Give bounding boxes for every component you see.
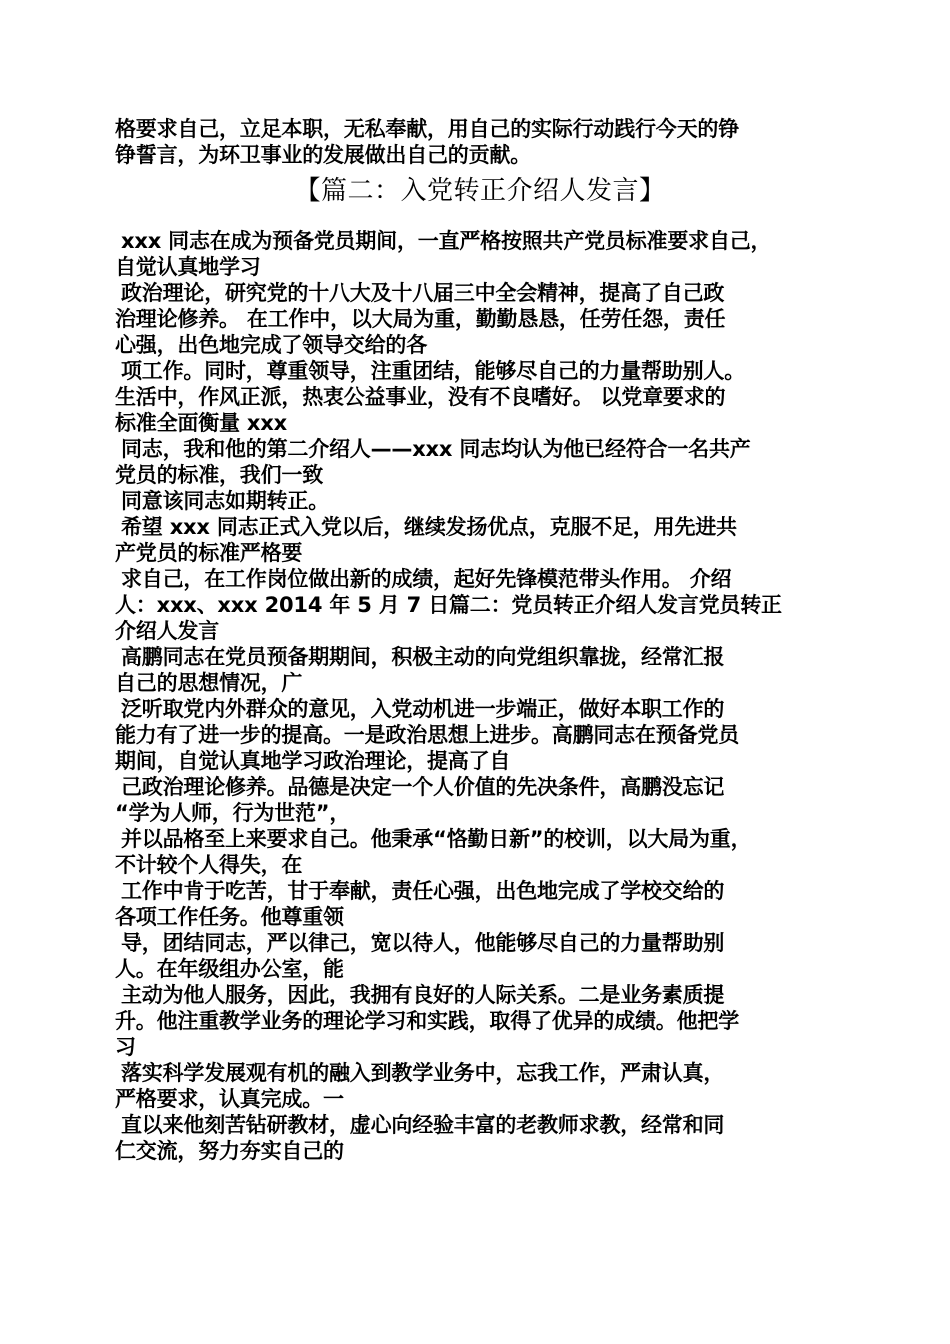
- text-line: 希望 xxx 同志正式入党以后，继续发扬优点，克服不足，用先进共: [121, 515, 737, 539]
- text-line: 泛听取党内外群众的意见，入党动机进一步端正，做好本职工作的: [121, 697, 725, 721]
- text-line: 不计较个人得失，在: [115, 853, 303, 877]
- text-line: 标准全面衡量 xxx: [115, 411, 287, 435]
- body-paragraph: [115, 696, 845, 774]
- text-line: 仁交流，努力夯实自己的: [115, 1139, 344, 1163]
- text-line: 各项工作任务。他尊重领: [115, 905, 344, 929]
- body-paragraph: [115, 982, 845, 1060]
- text-line: 直以来他刻苦钻研教材，虚心向经验丰富的老教师求教，经常和同: [121, 1113, 725, 1137]
- text-line: 高鹏同志在党员预备期期间，积极主动的向党组织靠拢，经常汇报: [121, 645, 725, 669]
- section-heading: 【篇二：入党转正介绍人发言】: [294, 176, 666, 206]
- text-line: 铮誓言，为环卫事业的发展做出自己的贡献。: [115, 143, 531, 167]
- text-line: 己政治理论修养。品德是决定一个人价值的先决条件，高鹏没忘记: [121, 775, 725, 799]
- document-page: [115, 116, 845, 1164]
- text-line: 产党员的标准严格要: [115, 541, 303, 565]
- text-line: 项工作。同时，尊重领导，注重团结，能够尽自己的力量帮助别人。: [121, 359, 745, 383]
- text-line: 党员的标准，我们一致: [115, 463, 323, 487]
- body-paragraph: [115, 644, 845, 696]
- intro-paragraph: [115, 116, 845, 168]
- text-line: 习: [115, 1035, 136, 1059]
- text-line: 自己的思想情况，广: [115, 671, 303, 695]
- text-line: 主动为他人服务，因此，我拥有良好的人际关系。二是业务素质提: [121, 983, 725, 1007]
- text-line: 求自己，在工作岗位做出新的成绩，起好先锋模范带头作用。 介绍: [121, 567, 732, 591]
- body-paragraph: [115, 826, 845, 878]
- text-line: 落实科学发展观有机的融入到教学业务中，忘我工作，严肃认真，: [121, 1061, 725, 1085]
- body-paragraph: [115, 878, 845, 930]
- text-line: 自觉认真地学习: [115, 255, 261, 279]
- body-paragraph: [115, 774, 845, 826]
- text-line: 治理论修养。 在工作中，以大局为重，勤勤恳恳，任劳任怨，责任: [115, 307, 726, 331]
- text-line: 介绍人发言: [115, 619, 219, 643]
- body-paragraph: [115, 930, 845, 982]
- body-paragraph: [115, 358, 845, 436]
- text-line: 期间，自觉认真地学习政治理论，提高了自: [115, 749, 511, 773]
- text-line: 工作中肯于吃苦，甘于奉献，责任心强，出色地完成了学校交给的: [121, 879, 725, 903]
- body-paragraph: [115, 566, 845, 644]
- text-line: “学为人师，行为世范”，: [115, 801, 351, 825]
- text-line: 严格要求，认真完成。一: [115, 1087, 344, 1111]
- text-line: xxx 同志在成为预备党员期间，一直严格按照共产党员标准要求自己，: [121, 229, 772, 253]
- text-line: 政治理论，研究党的十八大及十八届三中全会精神，提高了自己政: [121, 281, 725, 305]
- text-line: 导，团结同志，严以律己，宽以待人，他能够尽自己的力量帮助别: [121, 931, 725, 955]
- text-line: 同意该同志如期转正。: [121, 489, 329, 513]
- text-line: 同志，我和他的第二介绍人——xxx 同志均认为他已经符合一名共产: [121, 437, 751, 461]
- body-paragraph: [115, 488, 845, 514]
- text-line: 并以品格至上来要求自己。他秉承“恪勤日新”的校训，以大局为重，: [121, 827, 752, 851]
- text-line: 能力有了进一步的提高。一是政治思想上进步。高鹏同志在预备党员: [115, 723, 739, 747]
- text-line: 升。他注重教学业务的理论学习和实践，取得了优异的成绩。他把学: [115, 1009, 739, 1033]
- text-line: 人。在年级组办公室，能: [115, 957, 344, 981]
- text-line: 心强，出色地完成了领导交给的各: [115, 333, 427, 357]
- body-paragraph: [115, 1060, 845, 1112]
- text-line: 人：xxx、xxx 2014 年 5 月 7 日篇二：党员转正介绍人发言党员转正: [115, 593, 782, 617]
- text-line: 格要求自己，立足本职，无私奉献，用自己的实际行动践行今天的铮: [115, 117, 739, 141]
- text-line: 生活中，作风正派，热衷公益事业，没有不良嗜好。 以党章要求的: [115, 385, 726, 409]
- body-paragraph: [115, 1112, 845, 1164]
- body-paragraph: [115, 280, 845, 358]
- body-paragraph: [115, 514, 845, 566]
- body-paragraph: [115, 436, 845, 488]
- body-paragraph: [115, 228, 845, 280]
- body-paragraphs: [115, 228, 845, 1164]
